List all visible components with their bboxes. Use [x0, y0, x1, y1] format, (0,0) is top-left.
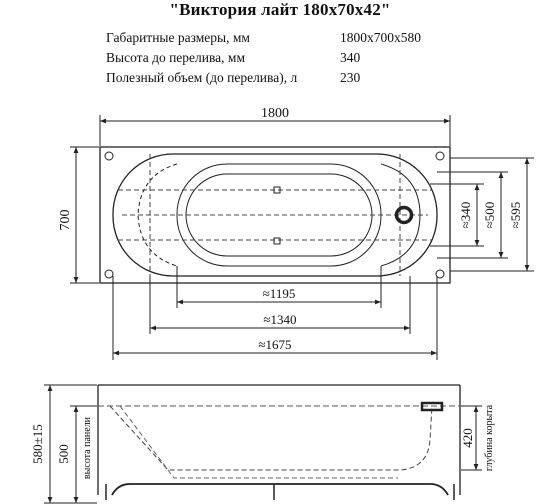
spec-label-volume: Полезный объем (до перелива), л — [106, 70, 298, 85]
support-leg-frame — [112, 484, 448, 495]
mount-hole-icon — [436, 152, 444, 160]
side-view — [44, 385, 482, 503]
dim-total-height-label: 580±15 — [30, 424, 45, 464]
mount-hole-icon — [105, 270, 113, 278]
spec-value-overflow-height: 340 — [340, 50, 361, 65]
spec-label-dimensions: Габаритные размеры, мм — [106, 30, 250, 45]
dim-depth-label: 420 — [460, 428, 475, 448]
dim-1340-label: ≈1340 — [263, 312, 297, 327]
dim-595-label: ≈595 — [508, 201, 523, 229]
support-frame — [118, 154, 432, 276]
top-view — [70, 115, 534, 360]
dim-1675-label: ≈1675 — [258, 337, 292, 352]
dim-1195-label: ≈1195 — [262, 286, 296, 301]
drawing-title: "Виктория лайт 180х70х42" — [169, 0, 391, 19]
spec-value-volume: 230 — [340, 70, 361, 85]
dim-width-label: 700 — [58, 209, 73, 231]
dim-panel-height-label: 500 — [56, 444, 71, 464]
spec-value-dimensions: 1800х700х580 — [340, 30, 421, 45]
mount-hole-icon — [105, 152, 113, 160]
dim-340-label: ≈340 — [458, 201, 473, 229]
basin-profile — [110, 406, 432, 470]
dim-length-label: 1800 — [261, 106, 289, 121]
drain-marker — [274, 238, 280, 244]
panel-height-caption: высота панели — [82, 416, 93, 480]
depth-caption: глубина корыта — [484, 404, 495, 472]
dim-500-label: ≈500 — [482, 201, 497, 229]
spec-label-overflow-height: Высота до перелива, мм — [106, 50, 246, 65]
